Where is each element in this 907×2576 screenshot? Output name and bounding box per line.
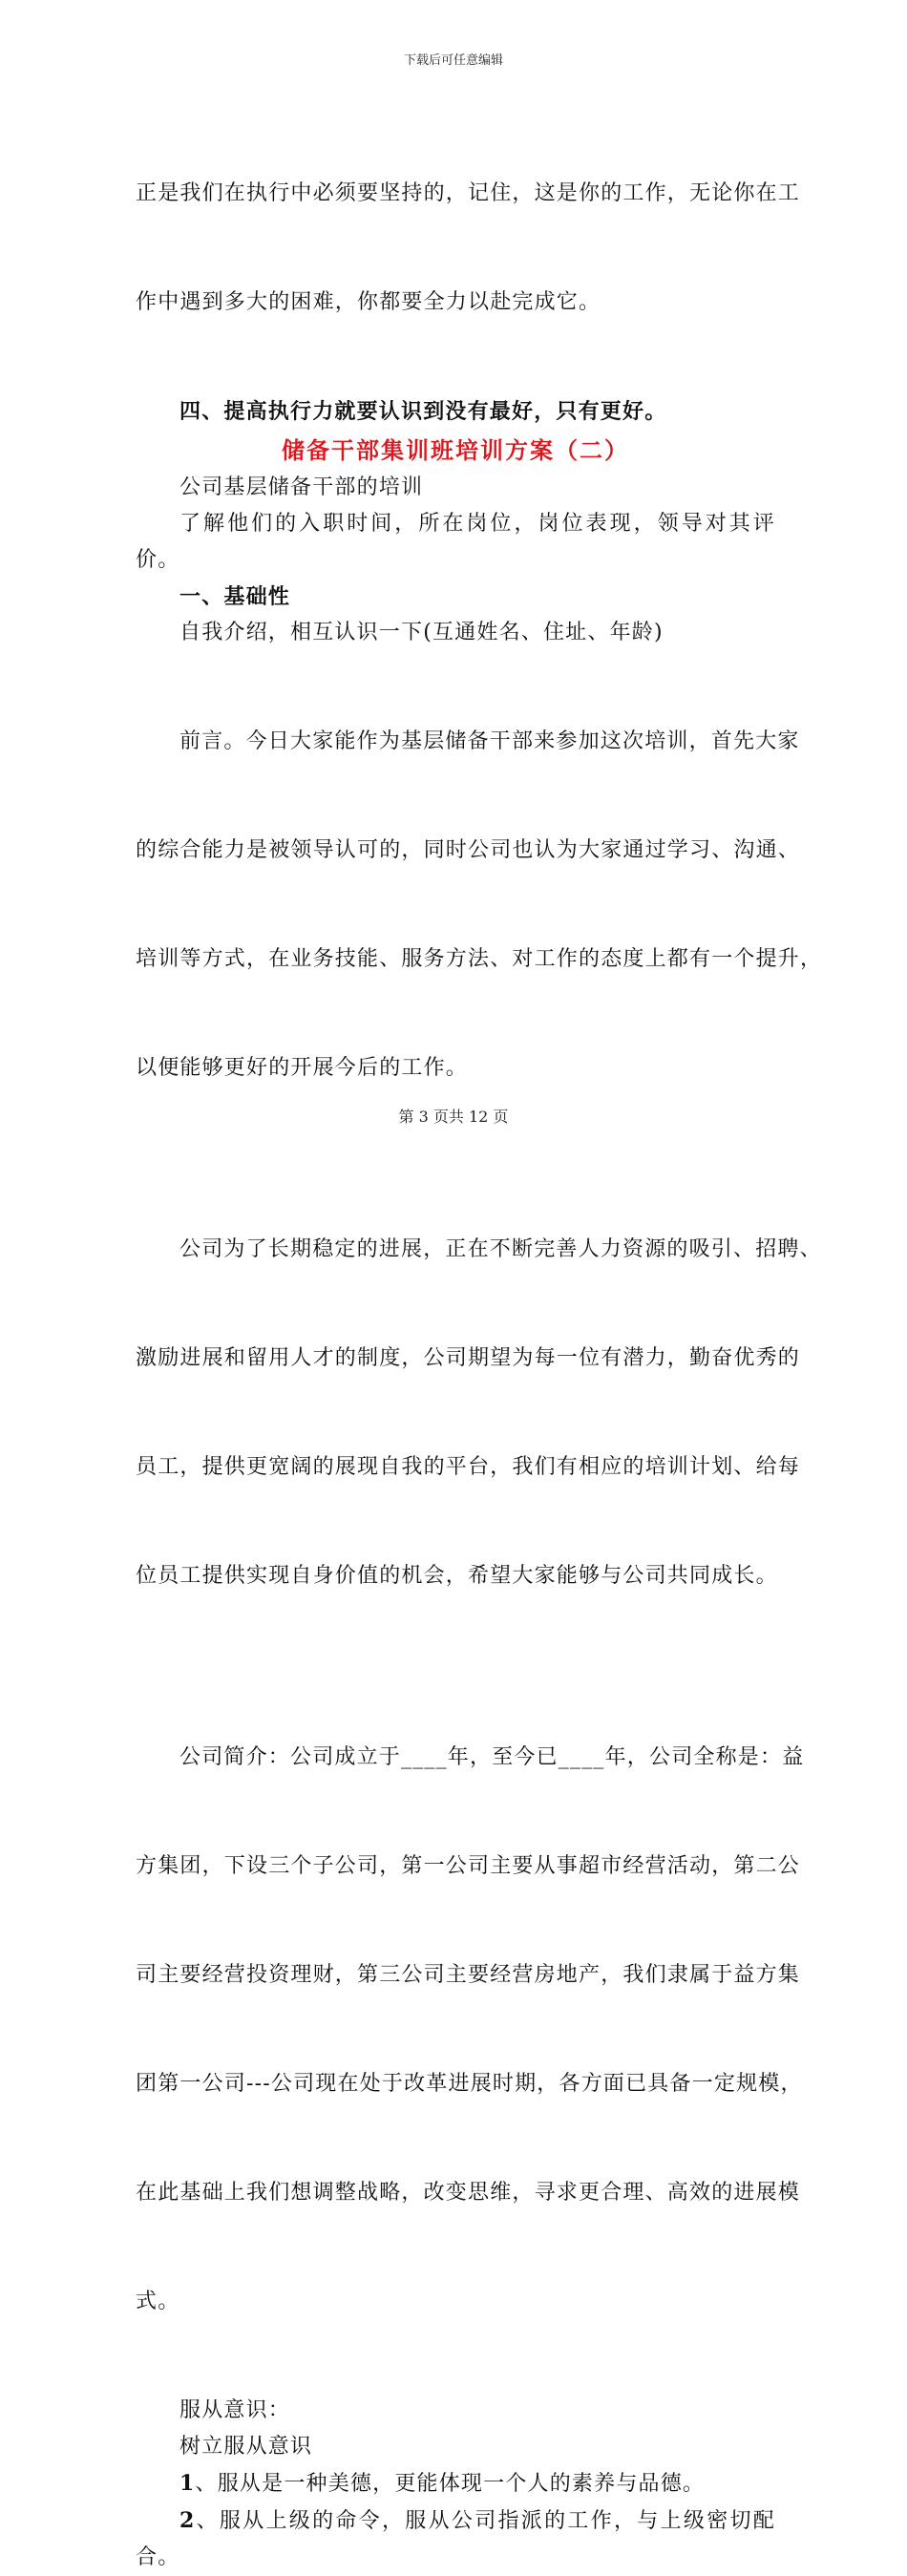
list-item-1 — [136, 2465, 775, 2502]
paragraph: 了解他们的入职时间，所在岗位，岗位表现，领导对其评价。 — [136, 512, 775, 572]
paragraph: 公司基层储备干部的培训 — [179, 475, 424, 499]
paragraph: 服从意识： — [179, 2398, 291, 2422]
list-text: 、服从上级的命令，服从公司指派的工作，与上级密切配合。 — [136, 2509, 775, 2569]
list-item-2 — [136, 2502, 775, 2576]
text-line: 培训等方式，在业务技能、服务方法、对工作的态度上都有一个提升， — [136, 947, 823, 971]
text-line: 激励进展和留用人才的制度，公司期望为每一位有潜力，勤奋优秀的 — [136, 1346, 801, 1370]
text-line: 正是我们在执行中必须要坚持的，记住，这是你的工作，无论你在工 — [136, 181, 801, 205]
text-line: 作中遇到多大的困难，你都要全力以赴完成它。 — [136, 290, 601, 314]
text-line: 员工，提供更宽阔的展现自我的平台，我们有相应的培训计划、给每 — [136, 1455, 801, 1479]
paragraph-preface — [136, 651, 823, 1159]
text-line: 方集团，下设三个子公司，第一公司主要从事超市经营活动，第二公 — [136, 1854, 801, 1878]
text-line: 公司为了长期稳定的进展，正在不断完善人力资源的吸引、招聘、 — [179, 1237, 822, 1261]
text-line: 公司简介：公司成立于____年，至今已____年，公司全称是：益 — [179, 1745, 805, 1769]
text-line: 位员工提供实现自身价值的机会，希望大家能够与公司共同成长。 — [136, 1564, 778, 1588]
paragraph-continued — [136, 103, 801, 393]
document-title: 储备干部集训班培训方案（二） — [282, 436, 629, 464]
paragraph: 树立服从意识 — [179, 2435, 313, 2459]
page-footer: 第 3 页共 12 页 — [398, 1108, 509, 1126]
page-header: 下载后可任意编辑 — [403, 53, 503, 68]
text-line: 司主要经营投资理财，第三公司主要经营房地产，我们隶属于益方集 — [136, 1963, 801, 1987]
section-heading-one: 一、基础性 — [179, 584, 291, 609]
list-number: 2 — [179, 2508, 196, 2533]
text-line: 在此基础上我们想调整战略，改变思维，寻求更合理、高效的进展模 — [136, 2181, 801, 2205]
paragraph-company-goals — [136, 1159, 822, 1667]
text-line: 的综合能力是被领导认可的，同时公司也认为大家通过学习、沟通、 — [136, 838, 801, 862]
section-heading-four: 四、提高执行力就要认识到没有最好，只有更好。 — [179, 399, 667, 424]
text-line: 前言。今日大家能作为基层储备干部来参加这次培训，首先大家 — [179, 729, 800, 753]
document-body — [136, 103, 823, 2576]
list-text: 、服从是一种美德，更能体现一个人的素养与品德。 — [195, 2472, 706, 2496]
paragraph-company-intro — [136, 1667, 805, 2393]
text-line: 团第一公司---公司现在处于改革进展时期，各方面已具备一定规模， — [136, 2072, 803, 2096]
text-line: 式。 — [136, 2290, 180, 2313]
list-number: 1 — [179, 2471, 196, 2496]
paragraph: 自我介绍，相互认识一下(互通姓名、住址、年龄) — [179, 621, 664, 644]
text-line: 以便能够更好的开展今后的工作。 — [136, 1056, 469, 1080]
